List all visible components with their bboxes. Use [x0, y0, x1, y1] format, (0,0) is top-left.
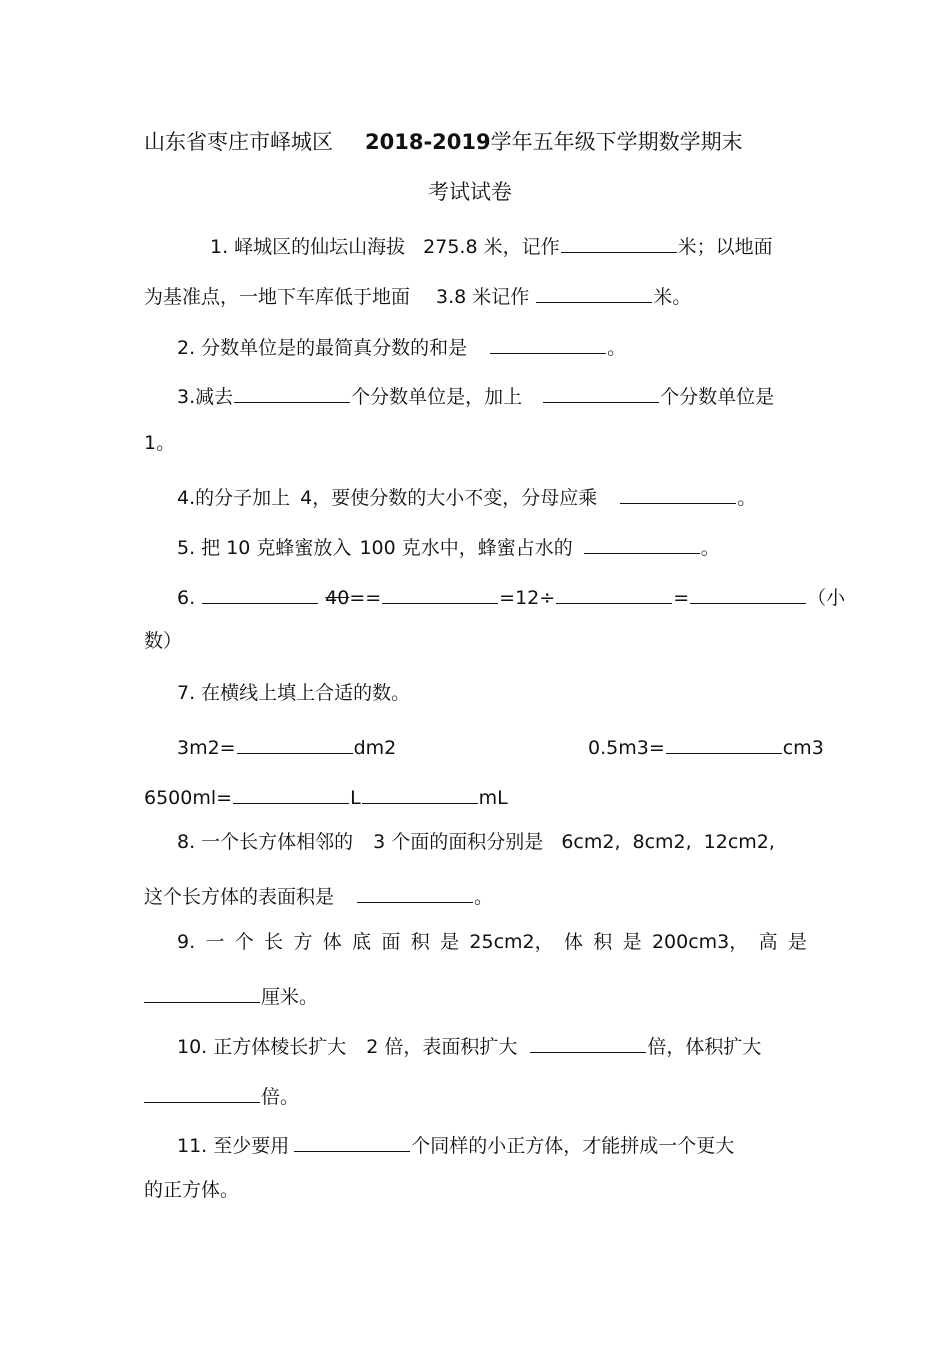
- q7-text-r1a: 3m2=: [177, 737, 236, 759]
- question-3-line-2: 1。: [144, 432, 176, 454]
- q9-blank[interactable]: [144, 983, 260, 1003]
- q5-text-b: 100 克水中，蜂蜜占水的: [359, 537, 573, 559]
- q6-text-a: 6.: [177, 587, 196, 609]
- q7-blank-1[interactable]: [237, 734, 353, 754]
- q2-text-a: 2. 分数单位是的最简真分数的和是: [177, 337, 468, 359]
- q8-text-e: 12cm2,: [703, 831, 775, 853]
- question-7-row-1-left: [177, 734, 396, 758]
- q6-blank-1[interactable]: [202, 584, 318, 604]
- question-7-row-1-right: [588, 734, 824, 758]
- question-6-line-2: 数）: [144, 630, 183, 652]
- q9-word: 一: [205, 931, 225, 953]
- question-1-line-2: [144, 283, 691, 307]
- title-year: 2018-2019: [365, 130, 491, 154]
- question-11-line-2: 的正方体。: [144, 1179, 240, 1201]
- q6-text-f: （小: [807, 587, 846, 609]
- q7-text-r2c: mL: [478, 787, 508, 809]
- q6-text-e: =: [673, 587, 690, 609]
- q11-blank[interactable]: [294, 1132, 410, 1152]
- q10-blank-2[interactable]: [144, 1083, 260, 1103]
- q4-blank[interactable]: [620, 484, 736, 504]
- q7-text-r2a: 6500ml=: [144, 787, 233, 809]
- q7-blank-4[interactable]: [362, 784, 478, 804]
- q10-text-d: 倍。: [261, 1086, 300, 1108]
- question-7-title: 7. 在横线上填上合适的数。: [177, 682, 411, 704]
- q9-word: 体: [563, 931, 583, 953]
- title-part-1: 山东省枣庄市峄城区: [144, 130, 333, 154]
- q9-word: 积: [593, 931, 613, 953]
- question-9-line-2: [144, 983, 318, 1007]
- question-1-line-1: [210, 233, 773, 257]
- question-8-line-2: [144, 883, 493, 907]
- q9-word: 是: [787, 931, 807, 953]
- q7-blank-3[interactable]: [233, 784, 349, 804]
- q1-blank-2[interactable]: [536, 283, 652, 303]
- q8-text-g: 。: [474, 886, 494, 908]
- question-8-line-1: [177, 833, 775, 852]
- q11-text-a: 11. 至少要用: [177, 1135, 290, 1157]
- q9-word: 长: [264, 931, 284, 953]
- q1-text-e: 3.8 米记作: [436, 286, 530, 308]
- question-10-line-2: [144, 1083, 299, 1107]
- q9-word: 个: [234, 931, 254, 953]
- q1-text-a: 1. 峄城区的仙坛山海拔: [210, 236, 406, 258]
- question-3-line-1: [177, 383, 774, 407]
- q4-text-c: 。: [737, 487, 757, 509]
- q10-text-a: 10. 正方体棱长扩大: [177, 1036, 347, 1058]
- q6-blank-2[interactable]: [382, 584, 498, 604]
- title-line-1: [144, 132, 743, 153]
- q6-blank-4[interactable]: [690, 584, 806, 604]
- q10-blank-1[interactable]: [530, 1033, 646, 1053]
- q8-text-d: 8cm2,: [632, 831, 692, 853]
- q9-word: 面: [381, 931, 401, 953]
- q6-text-c: ==: [349, 587, 382, 609]
- q1-text-d: 为基准点，一地下车库低于地面: [144, 286, 411, 308]
- question-2: [177, 334, 626, 358]
- question-9-line-1: [177, 933, 807, 952]
- q7-blank-2[interactable]: [666, 734, 782, 754]
- q7-text-r1d: cm3: [782, 737, 824, 759]
- q2-blank[interactable]: [490, 334, 606, 354]
- q9-word: 底: [352, 931, 372, 953]
- q4-text-a: 4.的分子加上: [177, 487, 291, 509]
- question-5: [177, 534, 720, 558]
- question-11-line-1: [177, 1132, 734, 1156]
- q7-text-r1b: dm2: [353, 737, 397, 759]
- q9-word: 9.: [177, 931, 196, 953]
- q3-blank-1[interactable]: [234, 383, 350, 403]
- q6-blank-3[interactable]: [556, 584, 672, 604]
- q1-text-f: 米。: [653, 286, 692, 308]
- q9-word: 高: [758, 931, 778, 953]
- q1-text-c: 米；以地面: [677, 236, 773, 258]
- q10-text-c: 倍，体积扩大: [647, 1036, 762, 1058]
- q9-word: 200cm3，: [651, 931, 749, 953]
- q3-blank-2[interactable]: [543, 383, 659, 403]
- question-7-row-2: [144, 784, 508, 808]
- q9-word: 积: [410, 931, 430, 953]
- q8-text-f: 这个长方体的表面积是: [144, 886, 335, 908]
- q9-word: 体: [322, 931, 342, 953]
- title-line-2: 考试试卷: [428, 180, 512, 204]
- question-4: [177, 484, 756, 508]
- q8-text-a: 8. 一个长方体相邻的: [177, 831, 354, 853]
- q3-text-b: 个分数单位是，加上: [351, 386, 523, 408]
- q7-text-r2b: L: [350, 787, 361, 809]
- q5-text-c: 。: [700, 537, 720, 559]
- q8-text-c: 6cm2,: [561, 831, 621, 853]
- q9-word: 25cm2，: [469, 931, 554, 953]
- question-10-line-1: [177, 1033, 761, 1057]
- q5-blank[interactable]: [584, 534, 700, 554]
- q9-word: 方: [293, 931, 313, 953]
- q8-text-b: 3 个面的面积分别是: [373, 831, 544, 853]
- q2-text-b: 。: [607, 337, 627, 359]
- q1-text-b: 275.8 米，记作: [423, 236, 560, 258]
- q6-text-b: 40: [325, 587, 350, 609]
- q9-word: 是: [440, 931, 460, 953]
- q4-text-b: 4，要使分数的大小不变，分母应乘: [300, 487, 598, 509]
- q11-text-b: 个同样的小正方体，才能拼成一个更大: [411, 1135, 735, 1157]
- q8-blank[interactable]: [357, 883, 473, 903]
- q6-text-d: =12÷: [499, 587, 556, 609]
- q1-blank-1[interactable]: [561, 233, 677, 253]
- question-6-line-1: [177, 584, 845, 608]
- q5-text-a: 5. 把 10 克蜂蜜放入: [177, 537, 352, 559]
- q3-text-a: 3.减去: [177, 386, 234, 408]
- q7-text-r1c: 0.5m3=: [588, 737, 665, 759]
- title-part-2: 学年五年级下学期数学期末: [490, 130, 743, 154]
- q3-text-c: 个分数单位是: [660, 386, 775, 408]
- q9-text-b: 厘米。: [261, 986, 319, 1008]
- q9-word: 是: [622, 931, 642, 953]
- q10-text-b: 2 倍，表面积扩大: [366, 1036, 518, 1058]
